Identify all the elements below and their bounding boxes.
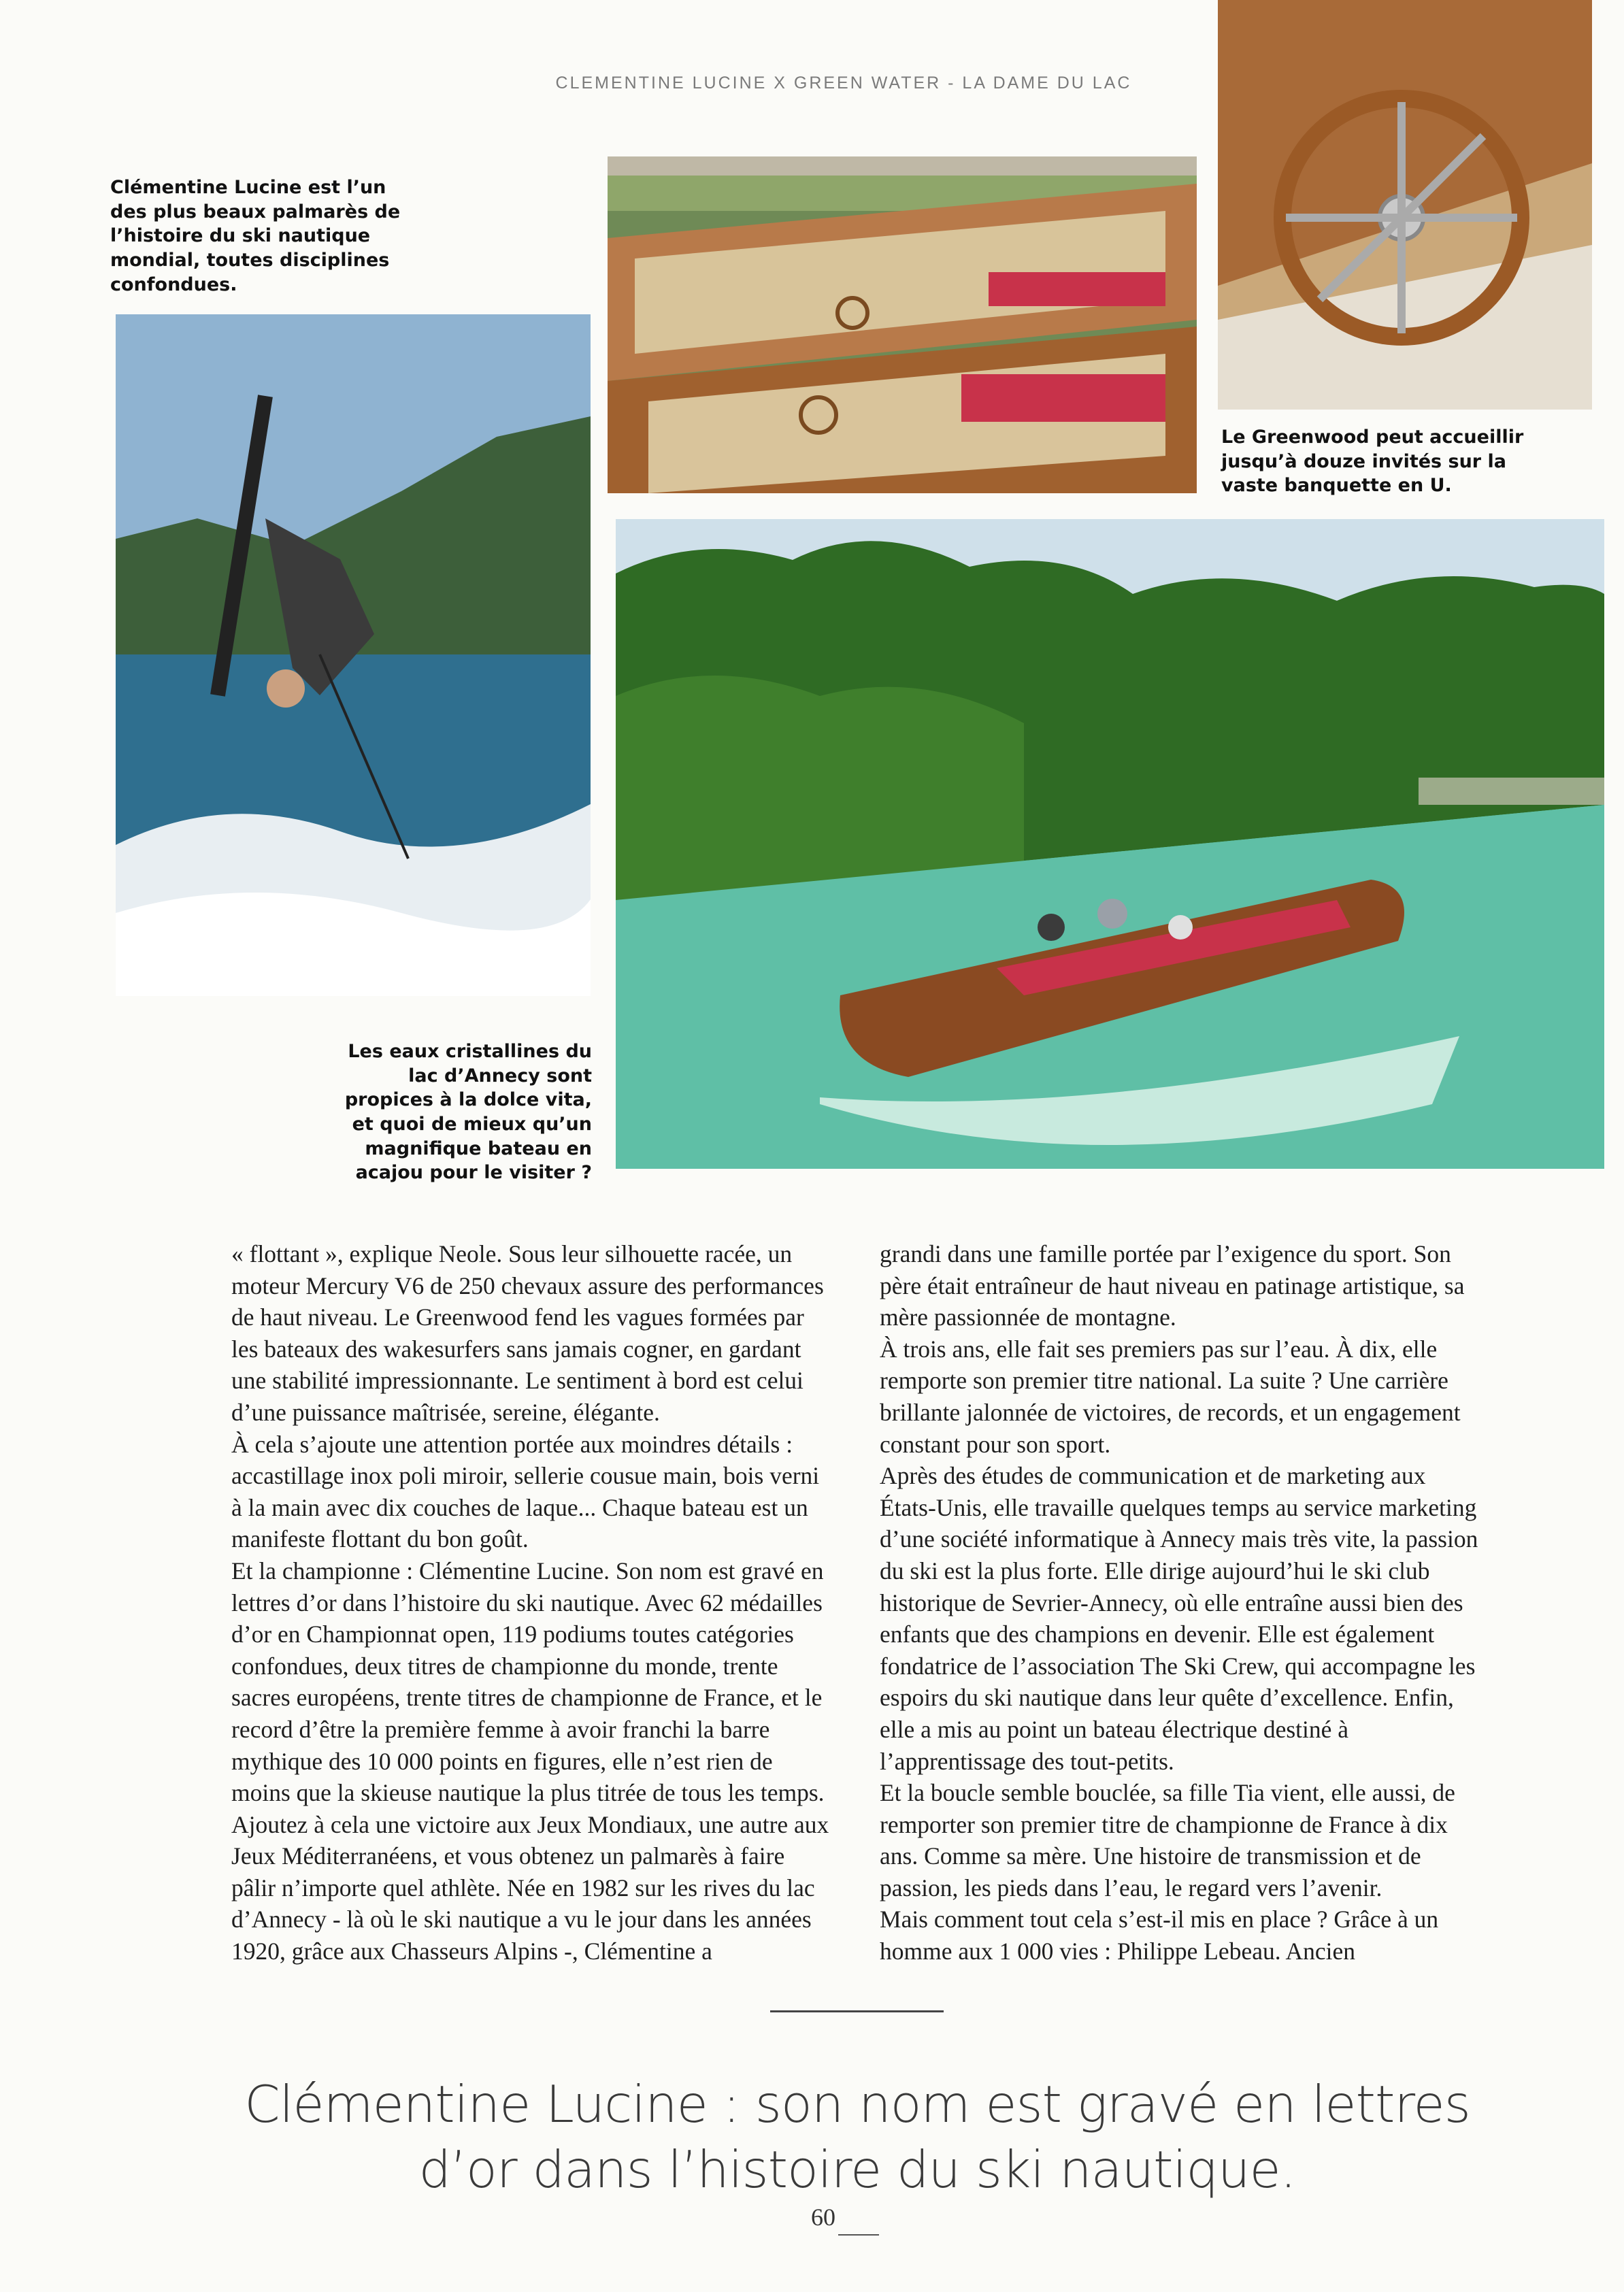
article-column-right — [880, 1238, 1478, 1967]
paragraph: À trois ans, elle fait ses premiers pas sur l’eau. À dix, elle remporte son premier titre national. La suite ? Une carrière brillante jalonnée de victoires, de records, et un engagement constant pour son sport. — [880, 1335, 1461, 1458]
waterskier-illustration — [116, 314, 591, 996]
paragraph: Et la boucle semble bouclée, sa fille Tia vient, elle aussi, de remporter son premier titre de championne de France à dix ans. Comme sa mère. Une histoire de transmission et de passion, les pieds dans l’eau, le regard vers l’avenir. — [880, 1779, 1455, 1901]
paragraph: « flottant », explique Neole. Sous leur silhouette racée, un moteur Mercury V6 de 250 chevaux assure des performances de haut niveau. Le Greenwood fend les vagues formées par les bateaux des wakesurfers sans jamais cogner, en gardant une stabilité impressionnante. Le sentiment à bord est celui d’une puissance maîtrisée, sereine, élégante. — [231, 1240, 824, 1426]
photo-boat-lake — [616, 519, 1604, 1169]
page-number: 60 — [811, 2204, 835, 2231]
photo-steering-wheel — [1218, 0, 1592, 410]
boat-lake-illustration — [616, 519, 1604, 1169]
caption-lake: Les eaux cristallines du lac d’Annecy sont propices à la dolce vita, et quoi de mieux qu’un magnifique bateau en acajou pour le visiter ? — [344, 1041, 592, 1184]
steering-wheel-illustration — [1218, 0, 1592, 410]
paragraph: Après des études de communication et de marketing aux États-Unis, elle travaille quelques temps au service marketing d’une société informatique à Annecy mais très vite, la passion du ski est la plus forte. Elle dirige aujourd’hui le ski club historique de Sevrier-Annecy, où elle entraîne aussi bien des enfants que des champions en devenir. Elle est également fondatrice de l’association The Ski Crew, qui accompagne les espoirs du ski nautique dans leur quête d’excellence. Enfin, elle a mis au point un bateau électrique destiné à l’apprentissage des tout-petits. — [880, 1462, 1478, 1775]
photo-boats-aerial — [608, 156, 1197, 493]
pullquote: Clémentine Lucine : son nom est gravé en lettres d’or dans l’histoire du ski nautique. — [244, 2074, 1470, 2199]
page-number-underline — [838, 2234, 879, 2236]
paragraph: À cela s’ajoute une attention portée aux moindres détails : accastillage inox poli miroir, sellerie cousue main, bois verni à la main avec dix couches de laque... Chaque bateau est un manifeste flottant du bon goût. — [231, 1430, 820, 1553]
running-header: CLEMENTINE LUCINE X GREEN WATER - LA DAME DU LAC — [555, 73, 1132, 93]
paragraph: Mais comment tout cela s’est-il mis en place ? Grâce à un homme aux 1 000 vies : Philippe Lebeau. Ancien — [880, 1906, 1439, 1965]
paragraph: Et la championne : Clémentine Lucine. Son nom est gravé en lettres d’or dans l’histoire du ski nautique. Avec 62 médailles d’or en Championnat open, 119 podiums toutes catégories confondues, deux titres de championne du monde, trente sacres européens, trente titres de championne de France, et le record d’être la première femme à avoir franchi la barre mythique des 10 000 points en figures, elle n’est rien de moins que la skieuse nautique la plus titrée de tous les temps. Ajoutez à cela une victoire aux Jeux Mondiaux, une autre aux Jeux Méditerranéens, et vous obtenez un palmarès à faire pâlir n’importe quel athlète. Née en 1982 sur les rives du lac d’Annecy - là où le ski nautique a vu le jour dans les années 1920, grâce aux Chasseurs Alpins -, Clémentine a — [231, 1557, 829, 1965]
article-column-left — [231, 1238, 830, 1967]
caption-champion: Clémentine Lucine est l’un des plus beaux palmarès de l’histoire du ski nautique mondial, toutes disciplines confondues. — [110, 177, 401, 295]
pullquote-rule — [770, 2010, 944, 2012]
caption-greenwood: Le Greenwood peut accueillir jusqu’à douze invités sur la vaste banquette en U. — [1221, 427, 1524, 497]
paragraph: grandi dans une famille portée par l’exigence du sport. Son père était entraîneur de haut niveau en patinage artistique, sa mère passionnée de montagne. — [880, 1240, 1465, 1331]
photo-waterskier — [116, 314, 591, 996]
boats-aerial-illustration — [608, 156, 1197, 493]
